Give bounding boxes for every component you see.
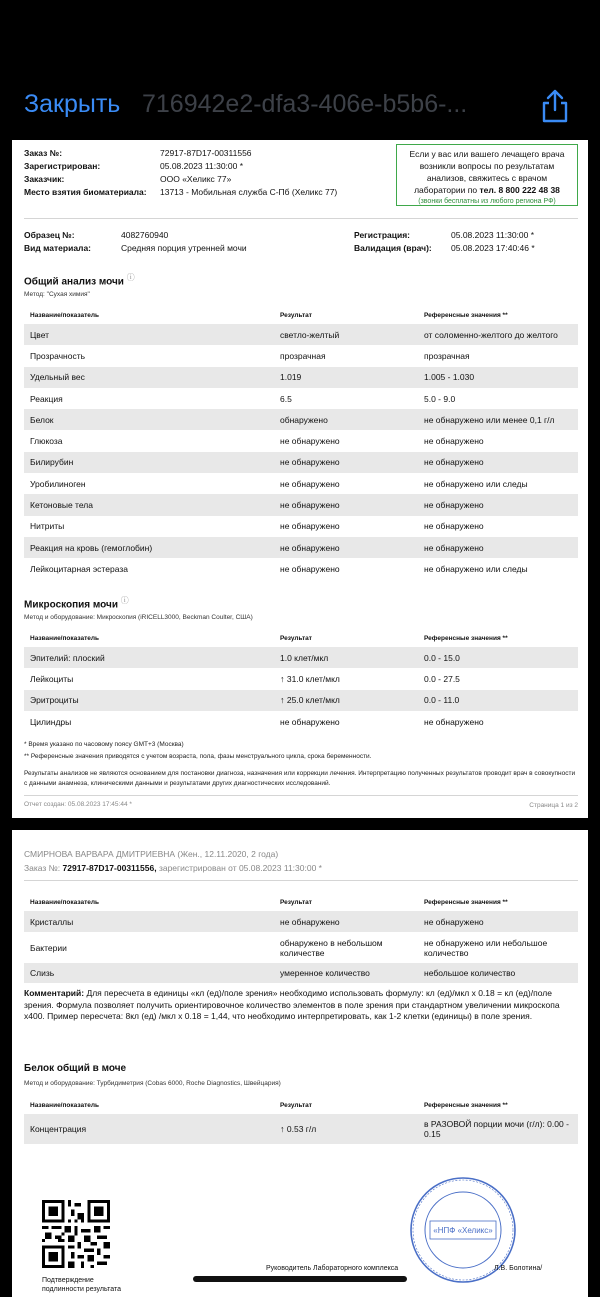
cell-result: прозрачная bbox=[280, 350, 326, 361]
sample-info bbox=[24, 229, 247, 255]
contact-notice bbox=[396, 144, 578, 206]
microscopy-table bbox=[24, 629, 578, 732]
microscopy-table-continued bbox=[24, 893, 578, 983]
collection-place-value: 13713 - Мобильная служба С-Пб (Хеликс 77) bbox=[160, 187, 338, 197]
sample-dates bbox=[354, 229, 535, 255]
cell-reference: прозрачная bbox=[424, 350, 470, 361]
notice-line: возникли вопросы по результатам bbox=[419, 161, 555, 171]
cell-name: Эритроциты bbox=[24, 690, 274, 711]
column-header-name: Название/показатель bbox=[24, 893, 274, 911]
validation-label: Валидация (врач): bbox=[354, 243, 432, 253]
column-header-name: Название/показатель bbox=[24, 629, 274, 647]
cell-reference: не обнаружено bbox=[424, 716, 484, 727]
page-number: Страница 1 из 2 bbox=[529, 802, 578, 809]
cell-reference: 0.0 - 11.0 bbox=[418, 690, 578, 711]
column-header-reference: Референсные значения ** bbox=[418, 306, 578, 324]
arrow-up-icon: ↑ bbox=[280, 673, 285, 684]
cell-name: Реакция bbox=[30, 393, 63, 404]
cell-name: Кетоновые тела bbox=[24, 494, 274, 515]
cell-result: обнаружено в небольшом количестве bbox=[280, 937, 383, 958]
cell-reference: 1.005 - 1.030 bbox=[418, 367, 578, 388]
order-label: Заказ №: bbox=[24, 148, 63, 158]
table-row bbox=[24, 494, 578, 515]
cell-result: не обнаружено bbox=[274, 452, 418, 473]
cell-name: Слизь bbox=[24, 963, 274, 983]
info-icon[interactable]: ⓘ bbox=[120, 596, 129, 605]
section-title-text: Микроскопия мочи bbox=[24, 599, 118, 611]
material-value: Средняя порция утренней мочи bbox=[121, 243, 247, 253]
cell-result: не обнаружено bbox=[280, 563, 340, 574]
arrow-up-icon: ↑ bbox=[280, 1124, 285, 1134]
qr-code[interactable] bbox=[42, 1200, 110, 1268]
arrow-up-icon: ↑ bbox=[280, 695, 285, 706]
registration-label: Регистрация: bbox=[354, 230, 411, 240]
cell-name: Бактерии bbox=[30, 942, 67, 953]
report-page-1 bbox=[12, 140, 588, 818]
cell-reference: 0.0 - 27.5 bbox=[424, 673, 460, 684]
footnote-disclaimer: Результаты анализов не являются основанием для постановки диагноза, назначения или коррекции лечения. Интерпретацию полученных результатов проводит врач в совокупности с данными анамнеза, клиническими данными и результатами других диагностических исследований. bbox=[24, 770, 576, 787]
cell-reference: небольшое количество bbox=[418, 963, 578, 983]
cell-result: умеренное количество bbox=[274, 963, 418, 983]
cell-result: светло-желтый bbox=[274, 324, 418, 345]
cell-name: Удельный вес bbox=[24, 367, 274, 388]
registered-value: 05.08.2023 11:30:00 * bbox=[160, 161, 244, 171]
cell-reference: не обнаружено bbox=[418, 537, 578, 558]
signature-label: Руководитель Лабораторного комплекса bbox=[266, 1265, 399, 1272]
table-row bbox=[24, 537, 578, 558]
section-title-protein: Белок общий в моче bbox=[24, 1063, 127, 1074]
registration-value: 05.08.2023 11:30:00 * bbox=[451, 230, 535, 240]
cell-reference: не обнаружено bbox=[418, 911, 578, 932]
notice-line: анализов, свяжитесь с врачом bbox=[426, 173, 548, 183]
table-row bbox=[24, 647, 578, 668]
material-label: Вид материала: bbox=[24, 243, 92, 253]
specimen-label: Образец №: bbox=[24, 230, 75, 240]
column-header-result: Результат bbox=[274, 629, 418, 647]
share-icon[interactable] bbox=[538, 88, 572, 124]
column-header-name: Название/показатель bbox=[24, 1096, 274, 1114]
section-title-microscopy bbox=[24, 595, 129, 610]
notice-small: (звонки бесплатны из любого региона РФ) bbox=[418, 198, 556, 205]
order-info bbox=[24, 147, 337, 199]
order-number: 72917-87D17-00311556, bbox=[62, 863, 157, 873]
order-label: Заказ №: bbox=[24, 863, 61, 873]
method-text: Метод и оборудование: Микроскопия (iRICELL3000, Beckman Coulter, США) bbox=[24, 614, 253, 621]
footnote-reference: ** Референсные значения приводятся с учетом возраста, пола, фазы менструального цикла, срока беременности. bbox=[24, 753, 372, 760]
table-row bbox=[24, 324, 578, 345]
cell-result: обнаружено bbox=[274, 409, 418, 430]
footnote-time: * Время указано по часовому поясу GMT+3 (Москва) bbox=[24, 741, 184, 748]
cell-name: Кристаллы bbox=[24, 911, 274, 932]
cell-name: Реакция на кровь (гемоглобин) bbox=[24, 537, 274, 558]
column-header-result: Результат bbox=[274, 306, 418, 324]
cell-reference: не обнаружено или следы bbox=[424, 563, 528, 574]
table-row bbox=[24, 409, 578, 430]
column-header-reference: Референсные значения ** bbox=[418, 893, 578, 911]
cell-result: 1.0 клет/мкл bbox=[274, 647, 418, 668]
cell-reference: не обнаружено bbox=[418, 494, 578, 515]
cell-reference: не обнаружено bbox=[424, 436, 484, 447]
column-header-reference: Референсные значения ** bbox=[418, 1096, 578, 1114]
cell-name: Уробилиноген bbox=[30, 478, 86, 489]
cell-name: Глюкоза bbox=[30, 436, 63, 447]
table-row bbox=[24, 1114, 578, 1144]
comment-label: Комментарий: bbox=[24, 988, 85, 998]
cell-result: 6.5 bbox=[280, 393, 292, 404]
cell-name: Лейкоциты bbox=[30, 673, 74, 684]
qr-caption-line: Подтверждение bbox=[42, 1277, 94, 1284]
order-registered: зарегистрирован от 05.08.2023 11:30:00 * bbox=[158, 863, 322, 873]
cell-name: Прозрачность bbox=[30, 350, 86, 361]
cell-reference: не обнаружено или следы bbox=[424, 478, 528, 489]
cell-name: Эпителий: плоский bbox=[24, 647, 274, 668]
cell-name: Концентрация bbox=[24, 1114, 274, 1144]
registered-label: Зарегистрирован: bbox=[24, 161, 101, 171]
cell-result: не обнаружено bbox=[280, 436, 340, 447]
table-header bbox=[24, 1096, 578, 1114]
notice-line: лаборатории по bbox=[414, 185, 478, 195]
cell-result: не обнаружено bbox=[274, 494, 418, 515]
table-row bbox=[24, 516, 578, 537]
cell-result bbox=[274, 668, 418, 689]
table-row bbox=[24, 690, 578, 711]
qr-caption-line: подлинности результата bbox=[42, 1286, 121, 1293]
method-text: Метод и оборудование: Турбидиметрия (Cobas 6000, Roche Diagnostics, Швейцария) bbox=[24, 1080, 281, 1087]
cell-name: Белок bbox=[24, 409, 274, 430]
cell-result: не обнаружено bbox=[280, 478, 340, 489]
order-value: 72917-87D17-00311556 bbox=[160, 148, 252, 158]
cell-result: не обнаружено bbox=[280, 521, 340, 532]
comment-text: Для пересчета в единицы «кл (ед)/поле зрения» необходимо использовать формулу: кл (ед)/мкл x 0.18 = кл (ед)/поле зрения. Формула позволяет получить ориентировочное количество элементов в поле зрения при стандартном увеличении микроскопа x400. Пример пересчета: 8кл (ед) /мкл x 0.18 = 1,44, что необходимо интерпретировать, как 1-2 клетки (единицы) в поле зрения. bbox=[24, 988, 560, 1021]
cell-result bbox=[274, 690, 418, 711]
qr-caption bbox=[42, 1276, 121, 1294]
table-row bbox=[24, 452, 578, 473]
column-header-result: Результат bbox=[274, 893, 418, 911]
cell-reference: не обнаружено bbox=[424, 521, 484, 532]
document-title: 716942e2-dfa3-406e-b5b6-... bbox=[142, 90, 468, 118]
protein-table bbox=[24, 1096, 578, 1144]
cell-result: не обнаружено bbox=[274, 537, 418, 558]
cell-reference: не обнаружено или менее 0,1 г/л bbox=[418, 409, 578, 430]
cell-reference: 5.0 - 9.0 bbox=[424, 393, 456, 404]
comment bbox=[24, 988, 578, 1023]
patient-name: СМИРНОВА ВАРВАРА ДМИТРИЕВНА (Жен., 12.11.2020, 2 года) bbox=[24, 849, 279, 859]
cell-name: Нитриты bbox=[30, 521, 65, 532]
table-row bbox=[24, 668, 578, 689]
patient-header bbox=[24, 847, 322, 875]
column-header-result: Результат bbox=[274, 1096, 418, 1114]
validation-value: 05.08.2023 17:40:46 * bbox=[451, 243, 535, 253]
divider bbox=[24, 795, 578, 796]
customer-value: ООО «Хеликс 77» bbox=[160, 174, 232, 184]
table-header bbox=[24, 893, 578, 911]
table-row bbox=[24, 473, 578, 494]
table-row bbox=[24, 711, 578, 732]
cell-reference: в РАЗОВОЙ порции мочи (г/л): 0.00 - 0.15 bbox=[418, 1114, 578, 1144]
table-row bbox=[24, 558, 578, 579]
section-title-urinalysis bbox=[24, 272, 135, 287]
stamp-text: «НПФ «Хеликс» bbox=[433, 1226, 493, 1235]
cell-name: Лейкоцитарная эстераза bbox=[30, 563, 128, 574]
customer-label: Заказчик: bbox=[24, 174, 65, 184]
table-header bbox=[24, 306, 578, 324]
close-button[interactable]: Закрыть bbox=[24, 90, 121, 118]
table-row bbox=[24, 388, 578, 409]
cell-result bbox=[274, 1114, 418, 1144]
column-header-name: Название/показатель bbox=[24, 306, 274, 324]
home-indicator[interactable] bbox=[193, 1276, 407, 1282]
table-row bbox=[24, 367, 578, 388]
collection-place-label: Место взятия биоматериала: bbox=[24, 187, 147, 197]
section-title-text: Общий анализ мочи bbox=[24, 276, 124, 288]
cell-reference: не обнаружено или небольшое количество bbox=[424, 937, 548, 958]
cell-result: не обнаружено bbox=[274, 911, 418, 932]
notice-phone[interactable]: тел. 8 800 222 48 38 bbox=[479, 185, 560, 195]
cell-name: Билирубин bbox=[24, 452, 274, 473]
table-row bbox=[24, 430, 578, 451]
report-created: Отчет создан: 05.08.2023 17:45:44 * bbox=[24, 801, 132, 808]
table-row bbox=[24, 963, 578, 983]
report-page-2 bbox=[12, 830, 588, 1297]
divider bbox=[24, 218, 578, 219]
result-value: 0.53 г/л bbox=[286, 1124, 317, 1134]
cell-result: не обнаружено bbox=[280, 716, 340, 727]
signature-name: Л.В. Болотина/ bbox=[494, 1265, 543, 1272]
notice-line: Если у вас или вашего лечащего врача bbox=[409, 149, 565, 159]
table-row bbox=[24, 345, 578, 366]
result-value: 25.0 клет/мкл bbox=[286, 695, 340, 706]
cell-name: Цвет bbox=[24, 324, 274, 345]
info-icon[interactable]: ⓘ bbox=[126, 273, 135, 282]
specimen-value: 4082760940 bbox=[121, 230, 169, 240]
table-row bbox=[24, 911, 578, 932]
top-bar bbox=[0, 0, 600, 140]
cell-reference: 0.0 - 15.0 bbox=[418, 647, 578, 668]
cell-reference: не обнаружено bbox=[418, 452, 578, 473]
table-header bbox=[24, 629, 578, 647]
method-text: Метод: "Сухая химия" bbox=[24, 291, 90, 298]
result-value: 31.0 клет/мкл bbox=[286, 673, 340, 684]
cell-name: Цилиндры bbox=[30, 716, 72, 727]
cell-reference: от соломенно-желтого до желтого bbox=[418, 324, 578, 345]
column-header-reference: Референсные значения ** bbox=[418, 629, 578, 647]
divider bbox=[24, 880, 578, 881]
urinalysis-table bbox=[24, 306, 578, 580]
table-row bbox=[24, 932, 578, 963]
cell-result: 1.019 bbox=[274, 367, 418, 388]
